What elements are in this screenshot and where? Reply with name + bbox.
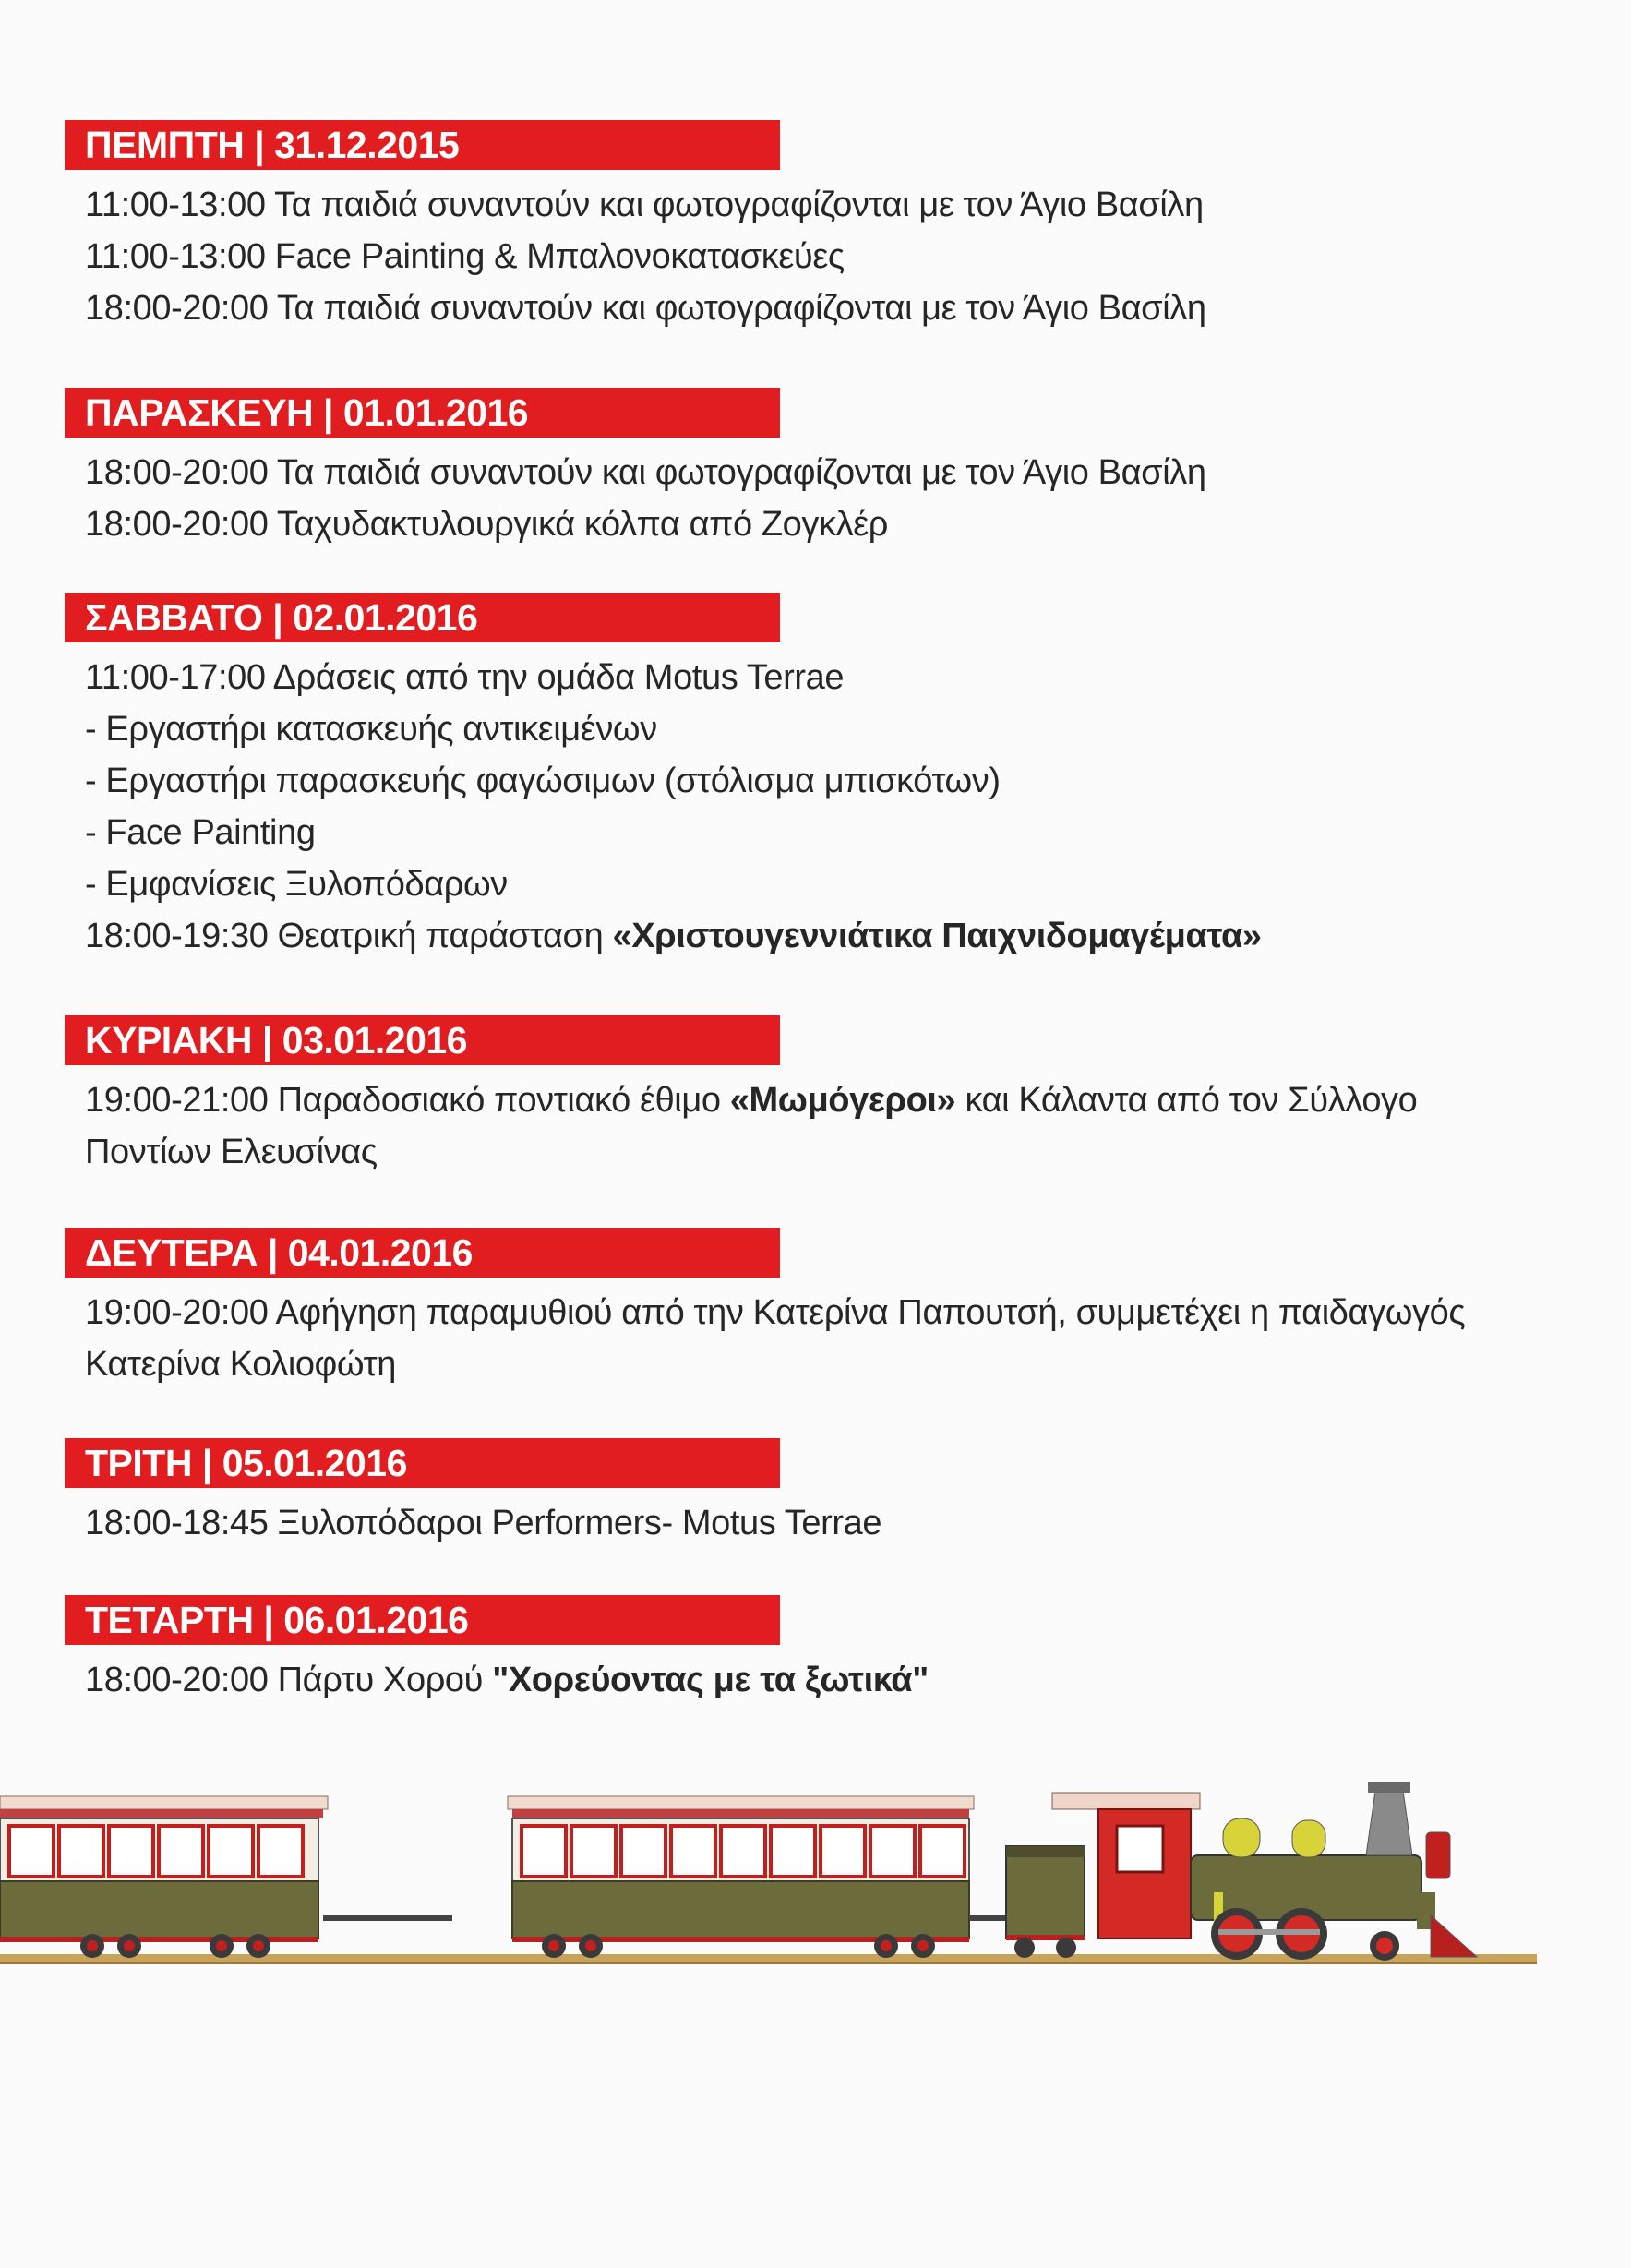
event-list — [65, 1654, 929, 1706]
event-text: 18:00-20:00 Πάρτυ Χορού — [85, 1661, 493, 1699]
event-list — [65, 179, 1206, 334]
day-header: ΠΑΡΑΣΚΕΥΗ | 01.01.2016 — [65, 388, 780, 438]
event-list — [65, 447, 1206, 550]
event-line — [85, 1074, 1417, 1126]
event-text: και Κάλαντα από τον Σύλλογο — [955, 1081, 1418, 1120]
day-block-saturday — [65, 593, 1262, 962]
event-line — [85, 1654, 929, 1706]
day-block-monday — [65, 1228, 1465, 1390]
event-list — [65, 1497, 881, 1549]
passenger-car-middle — [508, 1796, 1011, 1958]
day-header: ΚΥΡΙΑΚΗ | 03.01.2016 — [65, 1015, 780, 1065]
event-text: 18:00-19:30 Θεατρική παράσταση — [85, 917, 613, 955]
event-list — [65, 1074, 1417, 1178]
event-line: 18:00-20:00 Τα παιδιά συναντούν και φωτογραφίζονται με τον Άγιο Βασίλη — [85, 453, 1206, 492]
event-line: 18:00-20:00 Τα παιδιά συναντούν και φωτογραφίζονται με τον Άγιο Βασίλη — [85, 289, 1206, 328]
event-line: 19:00-20:00 Αφήγηση παραμυθιού από την Κατερίνα Παπουτσή, συμμετέχει η παιδαγωγός — [85, 1293, 1466, 1332]
day-block-tuesday — [65, 1438, 881, 1549]
event-line: 18:00-20:00 Ταχυδακτυλουργικά κόλπα από Ζογκλέρ — [85, 505, 888, 544]
train-illustration — [0, 1754, 1631, 2012]
day-header: ΤΕΤΑΡΤΗ | 06.01.2016 — [65, 1595, 780, 1645]
day-block-sunday — [65, 1015, 1417, 1178]
day-header: ΣΑΒΒΑΤΟ | 02.01.2016 — [65, 593, 780, 642]
event-line: Ποντίων Ελευσίνας — [85, 1133, 378, 1171]
passenger-car-left — [0, 1796, 452, 1958]
event-list — [65, 1287, 1465, 1390]
event-text: 19:00-21:00 Παραδοσιακό ποντιακό έθιμο — [85, 1081, 730, 1120]
day-block-friday — [65, 388, 1206, 550]
event-line: 11:00-17:00 Δράσεις από την ομάδα Motus Terrae — [85, 658, 845, 697]
event-line: Κατερίνα Κολιοφώτη — [85, 1345, 396, 1384]
event-line: - Εμφανίσεις Ξυλοπόδαρων — [85, 865, 508, 904]
event-line: 11:00-13:00 Face Painting & Μπαλονοκατασκεύες — [85, 237, 845, 276]
event-line: 11:00-13:00 Τα παιδιά συναντούν και φωτογραφίζονται με τον Άγιο Βασίλη — [85, 186, 1204, 224]
day-block-thursday — [65, 120, 1206, 334]
day-block-wednesday — [65, 1595, 929, 1706]
steam-locomotive — [1052, 1782, 1477, 1961]
event-line: - Εργαστήρι παρασκευής φαγώσιμων (στόλισμα μπισκότων) — [85, 762, 1001, 800]
event-title-bold: "Χορεύοντας με τα ξωτικά" — [492, 1661, 929, 1699]
day-header: ΔΕΥΤΕΡΑ | 04.01.2016 — [65, 1228, 780, 1278]
event-line: 18:00-18:45 Ξυλοπόδαροι Performers- Motus Terrae — [85, 1504, 882, 1542]
event-line: - Εργαστήρι κατασκευής αντικειμένων — [85, 710, 657, 749]
event-line — [85, 910, 1262, 962]
event-title-bold: «Χριστουγεννιάτικα Παιχνιδομαγέματα» — [612, 917, 1262, 955]
event-list — [65, 652, 1262, 962]
event-title-bold: «Μωμόγεροι» — [729, 1081, 956, 1120]
coal-tender — [1006, 1846, 1085, 1958]
event-line: - Face Painting — [85, 813, 316, 852]
day-header: ΤΡΙΤΗ | 05.01.2016 — [65, 1438, 780, 1488]
day-header: ΠΕΜΠΤΗ | 31.12.2015 — [65, 120, 780, 170]
